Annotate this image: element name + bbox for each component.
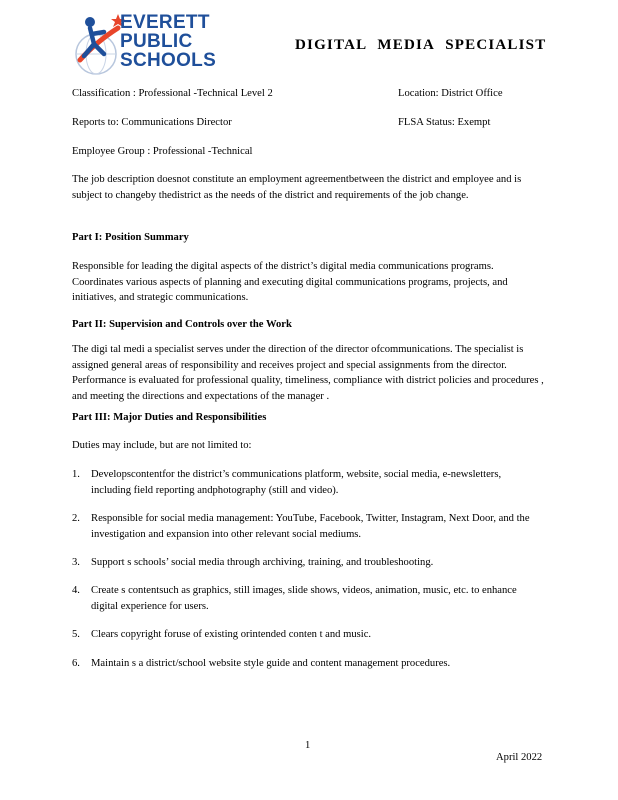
list-item-number: 3.	[72, 557, 80, 568]
document-title: DIGITAL MEDIA SPECIALIST	[295, 37, 547, 53]
duties-lead-text: Duties may include, but are not limited to:	[72, 440, 252, 451]
list-item-text: Create s contentsuch as graphics, still images, slide shows, videos, animation, music, etc. to enhance digital experience for users.	[91, 585, 517, 612]
location-field: Location: District Office	[398, 88, 503, 99]
list-item	[72, 467, 542, 498]
list-item-number: 6.	[72, 658, 80, 669]
list-item	[72, 555, 542, 571]
part2-body: The digi tal medi a specialist serves under the direction of the director ofcommunications. The specialist is assigned general areas of responsibility and receives project and special assignments from the director. Performance is evaluated for professional quality, timeliness, compliance with district policies and procedures , and meeting the directions and expectations of the manager .	[72, 344, 544, 402]
list-item-number: 5.	[72, 629, 80, 640]
district-logo	[70, 10, 240, 78]
list-item-number: 2.	[72, 513, 80, 524]
list-item	[72, 511, 542, 542]
logo-line-3: SCHOOLS	[120, 50, 217, 71]
document-date: April 2022	[496, 752, 543, 763]
logo-line-2: PUBLIC	[120, 31, 193, 52]
flsa-status-field: FLSA Status: Exempt	[398, 117, 491, 128]
classification-field: Classification : Professional -Technical Level 2	[72, 88, 273, 99]
list-item-text: Responsible for social media management: YouTube, Facebook, Twitter, Instagram, Next Door, and the investigation and expansion into other relevant social mediums.	[91, 513, 530, 540]
part1-body: Responsible for leading the digital aspects of the district’s digital media communications programs. Coordinates various aspects of planning and executing digital communications programs, projects, and initiatives, and strategic communications.	[72, 261, 508, 303]
list-item-number: 4.	[72, 585, 80, 596]
part3-heading: Part III: Major Duties and Responsibilities	[72, 412, 267, 423]
reports-to-field: Reports to: Communications Director	[72, 117, 232, 128]
part1-heading: Part I: Position Summary	[72, 232, 189, 243]
intro-paragraph: The job description doesnot constitute an employment agreementbetween the district and employee and is subject to changeby thedistrict as the needs of the district and requirements of the job change.	[72, 174, 522, 201]
globe-runner-icon	[70, 10, 126, 78]
list-item-text: Maintain s a district/school website style guide and content management procedures.	[91, 658, 451, 669]
list-item-number: 1.	[72, 469, 80, 480]
list-item	[72, 583, 542, 614]
page-number: 1	[305, 740, 311, 751]
employee-group-field: Employee Group : Professional -Technical	[72, 146, 253, 157]
list-item	[72, 627, 542, 643]
logo-wordmark	[120, 13, 250, 70]
part2-heading: Part II: Supervision and Controls over the Work	[72, 319, 292, 330]
logo-line-1: EVERETT	[120, 12, 210, 33]
list-item-text: Clears copyright foruse of existing orintended conten t and music.	[91, 629, 372, 640]
list-item	[72, 656, 542, 672]
list-item-text: Support s schools’ social media through archiving, training, and troubleshooting.	[91, 557, 434, 568]
list-item-text: Developscontentfor the district’s communications platform, website, social media, e-newsletters, including field reporting andphotography (still and video).	[91, 469, 502, 496]
